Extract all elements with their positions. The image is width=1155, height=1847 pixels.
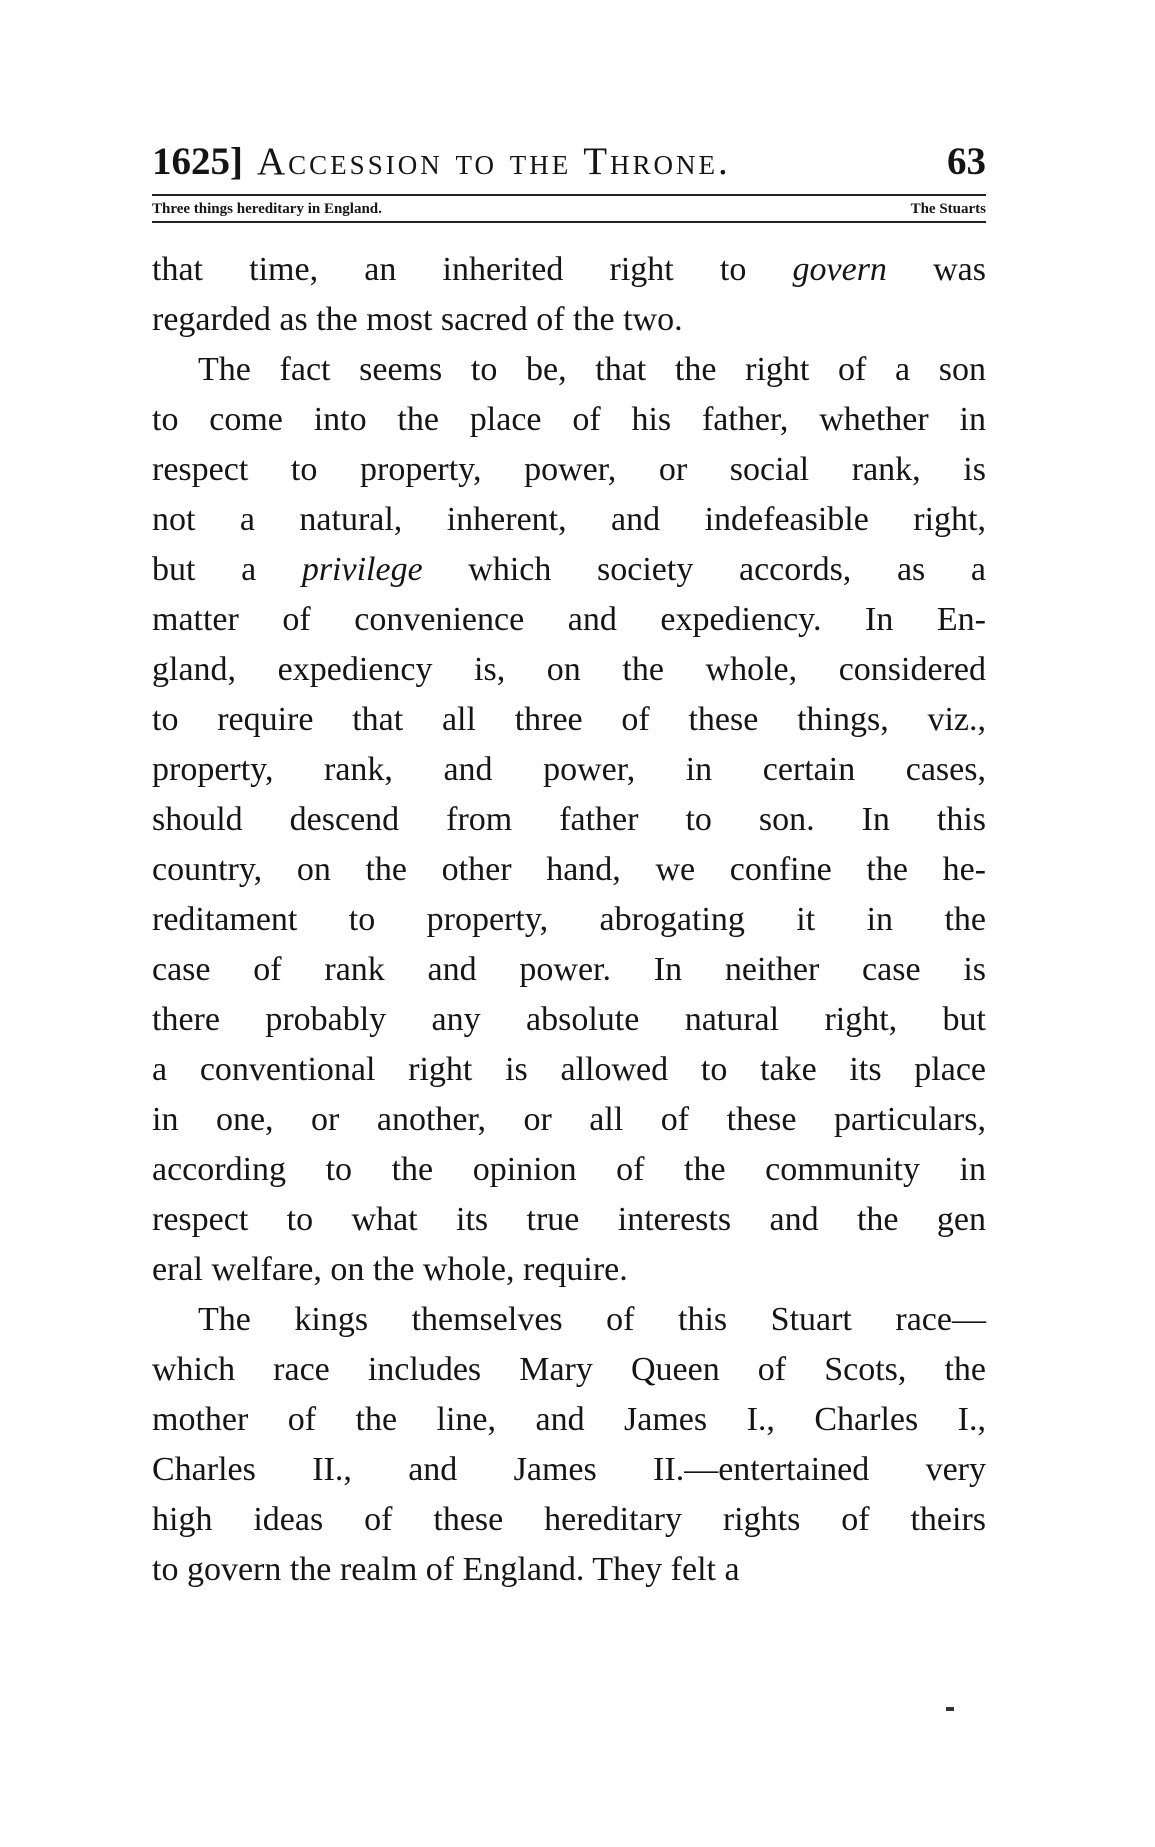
header-rule-bottom	[152, 221, 986, 223]
text-line: but a privilege which society accords, as a	[152, 551, 986, 588]
page-number: 63	[947, 140, 986, 183]
text-line: high ideas of these hereditary rights of theirs	[152, 1501, 986, 1538]
text-line: in one, or another, or all of these particulars,	[152, 1101, 986, 1138]
text-line: Charles II., and James II.—entertained very	[152, 1451, 986, 1488]
text-line: there probably any absolute natural right, but	[152, 1001, 986, 1038]
text-line: gland, expediency is, on the whole, considered	[152, 651, 986, 688]
header-rule-top	[152, 194, 986, 196]
text-line: according to the opinion of the community in	[152, 1151, 986, 1188]
text-line: matter of convenience and expediency. In En-	[152, 601, 986, 638]
text-line: respect to property, power, or social rank, is	[152, 451, 986, 488]
text-line: property, rank, and power, in certain cases,	[152, 751, 986, 788]
header-year: 1625]	[152, 140, 243, 183]
side-heading-right: The Stuarts	[910, 201, 986, 217]
text-line: reditament to property, abrogating it in the	[152, 901, 986, 938]
text-line: eral welfare, on the whole, require.	[152, 1251, 628, 1288]
text-line: that time, an inherited right to govern was	[152, 251, 986, 288]
side-headings	[152, 199, 986, 219]
text-line: which race includes Mary Queen of Scots, the	[152, 1351, 986, 1388]
text-line: mother of the line, and James I., Charles I.,	[152, 1401, 986, 1438]
book-page	[152, 138, 986, 1595]
text-line: to come into the place of his father, whether in	[152, 401, 986, 438]
running-head	[152, 138, 986, 186]
text-line: not a natural, inherent, and indefeasible right,	[152, 501, 986, 538]
paragraph	[152, 245, 986, 345]
text-line: a conventional right is allowed to take its place	[152, 1051, 986, 1088]
text-line: country, on the other hand, we confine the he-	[152, 851, 986, 888]
text-line: The kings themselves of this Stuart race—	[198, 1301, 986, 1338]
text-line: The fact seems to be, that the right of a son	[198, 351, 986, 388]
emphasized-word: privilege	[301, 551, 423, 588]
text-line: to require that all three of these things, viz.,	[152, 701, 986, 738]
text-line: to govern the realm of England. They felt a	[152, 1551, 740, 1588]
paragraph	[152, 1295, 986, 1595]
text-line: regarded as the most sacred of the two.	[152, 301, 683, 338]
text-line: case of rank and power. In neither case is	[152, 951, 986, 988]
emphasized-word: govern	[792, 251, 887, 288]
body-text	[152, 245, 986, 1595]
text-line: respect to what its true interests and the gen	[152, 1201, 986, 1238]
stray-mark	[946, 1707, 954, 1711]
header-title: Accession to the Throne.	[257, 140, 731, 183]
paragraph	[152, 345, 986, 1295]
text-line: should descend from father to son. In this	[152, 801, 986, 838]
side-heading-left: Three things hereditary in England.	[152, 201, 382, 217]
